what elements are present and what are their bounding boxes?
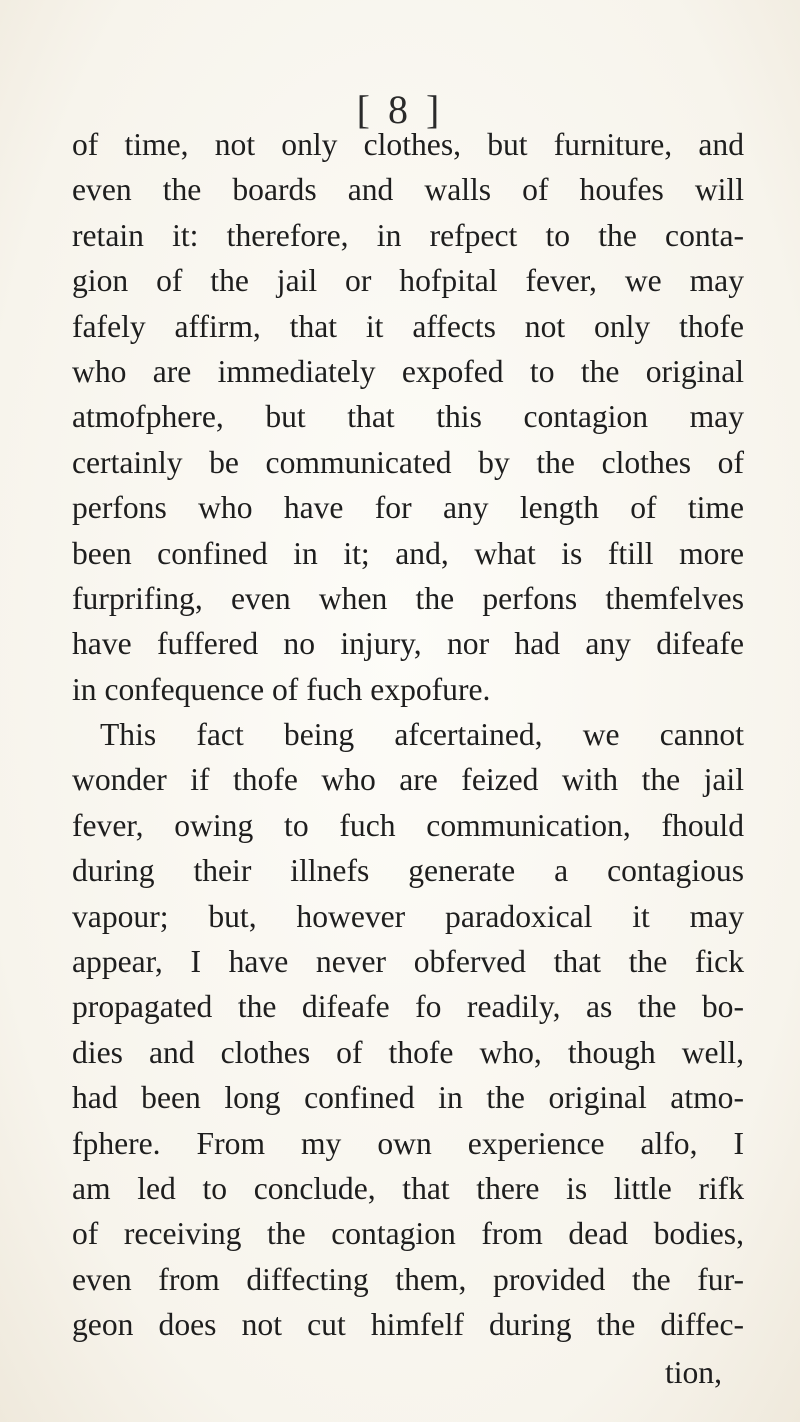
text-line: appear, I have never obferved that the fick [72, 944, 744, 980]
text-line: fafely affirm, that it affects not only thofe [72, 308, 744, 344]
text-line: atmofphere, but that this contagion may [72, 399, 744, 435]
page-number: [ 8 ] [356, 87, 444, 132]
text-line: dies and clothes of thofe who, though well, [72, 1034, 744, 1070]
text-line: of receiving the contagion from dead bodies, [72, 1216, 744, 1252]
text-line: even the boards and walls of houfes will [72, 172, 744, 208]
paragraph-end-line: in confequence of fuch expofure. [72, 671, 491, 707]
text-line: retain it: therefore, in refpect to the conta- [72, 217, 744, 253]
text-line: perfons who have for any length of time [72, 490, 744, 526]
paragraph-start-line: This fact being afcertained, we cannot [100, 717, 744, 753]
text-line: during their illnefs generate a contagious [72, 853, 744, 889]
text-line: gion of the jail or hofpital fever, we may [72, 263, 744, 299]
text-line: fever, owing to fuch communication, fhould [72, 807, 744, 843]
text-line: been confined in it; and, what is ftill more [72, 535, 744, 571]
text-line: have fuffered no injury, nor had any difeafe [72, 626, 744, 662]
text-line: had been long confined in the original atmo- [72, 1080, 744, 1116]
text-line: even from diffecting them, provided the fur- [72, 1261, 744, 1297]
text-line: geon does not cut himfelf during the diffec- [72, 1307, 744, 1343]
text-line: wonder if thofe who are feized with the jail [72, 762, 744, 798]
text-line: of time, not only clothes, but furniture, and [72, 127, 744, 162]
text-line: propagated the difeafe fo readily, as the bo- [72, 989, 744, 1025]
text-line: am led to conclude, that there is little rifk [72, 1170, 744, 1206]
text-line: furprifing, even when the perfons themfelves [72, 580, 744, 616]
text-line: vapour; but, however paradoxical it may [72, 898, 744, 934]
catchword: tion, [664, 1355, 722, 1390]
text-line: certainly be communicated by the clothes of [72, 444, 744, 480]
text-line: fphere. From my own experience alfo, I [72, 1125, 744, 1161]
body-text [72, 122, 744, 1348]
text-line: who are immediately expofed to the original [72, 353, 744, 389]
